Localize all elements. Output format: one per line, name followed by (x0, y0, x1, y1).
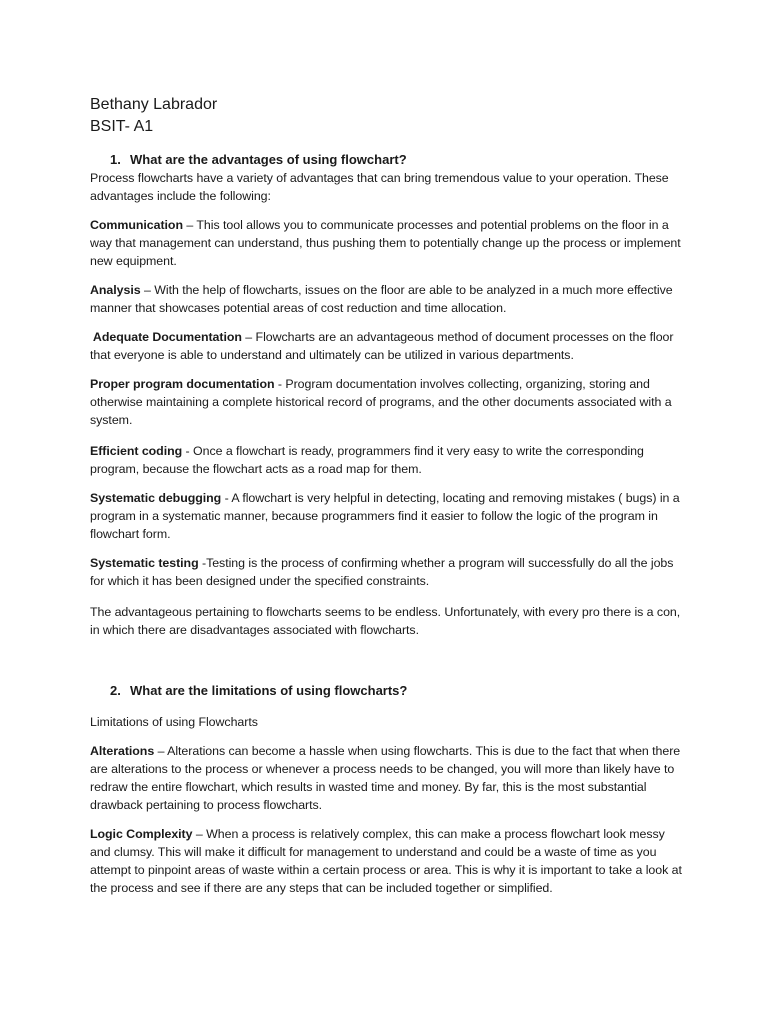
item-term: Proper program documentation (90, 377, 275, 391)
item-text: With the help of flowcharts, issues on the floor are able to be analyzed in a much more effective manner that showcases potential areas of cost reduction and time allocation. (90, 283, 673, 315)
item-term: Logic Complexity (90, 827, 193, 841)
item-term: Systematic debugging (90, 491, 222, 505)
q2-subtitle: Limitations of using Flowcharts (90, 715, 258, 729)
item-text: Flowcharts are an advantageous method of document processes on the floor that everyone is able to understand and ultimately can be utilized in various departments. (90, 330, 674, 362)
item-separator: - (221, 491, 232, 505)
item-text: Program documentation involves collecting, organizing, storing and otherwise maintaining a complete historical record of programs, and the other documents associated with a system. (90, 377, 672, 427)
item-text: Alterations can become a hassle when using flowcharts. This is due to the fact that when there are alterations to the process or whenever a process needs to be changed, you will more than likely have to redraw the entire flowchart, which results in wasted time and money. By far, this is the most substantial drawback pertaining to process flowcharts. (90, 744, 681, 812)
item-separator: - (182, 444, 194, 458)
item-text: This tool allows you to communicate processes and potential problems on the floor in a way that management can understand, thus pushing them to potentially change up the process or implement new equipment. (90, 218, 681, 268)
question-1-heading (90, 151, 682, 169)
q1-closing-paragraph: The advantageous pertaining to flowcharts seems to be endless. Unfortunately, with every pro there is a con, in which there are disadvantages associated with flowcharts. (90, 605, 681, 637)
question-2-title: What are the limitations of using flowcharts? (130, 683, 408, 698)
item-separator: – (241, 330, 256, 344)
item-term: Alterations (90, 744, 155, 758)
question-1-number: 1. (110, 152, 121, 167)
item-text: Once a flowchart is ready, programmers find it very easy to write the corresponding program, because the flowchart acts as a road map for them. (90, 444, 644, 476)
item-separator: – (192, 827, 207, 841)
item-term: Analysis (90, 283, 141, 297)
item-text: Testing is the process of confirming whether a program will successfully do all the jobs for which it has been designed under the specified constraints. (90, 556, 674, 588)
q1-item-analysis (90, 281, 682, 317)
q1-item-systematic-debugging (90, 489, 682, 543)
item-term: Efficient coding (90, 444, 183, 458)
item-text: When a process is relatively complex, this can make a process flowchart look messy and clumsy. This will make it difficult for management to understand and could be a waste of time as you attempt to pinpoint areas of waste within a certain process or area. This is why it is important to take a look at the process and see if there are any steps that can be included together or simplified. (90, 827, 682, 895)
question-1-title: What are the advantages of using flowchart? (130, 152, 407, 167)
item-separator: - (198, 556, 207, 570)
question-2-number: 2. (110, 683, 121, 698)
q1-item-systematic-testing (90, 554, 682, 590)
q1-item-proper-program-documentation (90, 375, 682, 429)
q1-item-communication (90, 216, 682, 270)
item-text: A flowchart is very helpful in detecting, locating and removing mistakes ( bugs) in a program in a systematic manner, because programmers find it easier to follow the logic of the program in flowchart form. (90, 491, 680, 541)
item-term: Adequate Documentation (90, 330, 242, 344)
item-separator: - (274, 377, 286, 391)
item-separator: – (182, 218, 197, 232)
q2-item-alterations (90, 742, 682, 814)
author-name: Bethany Labrador (90, 96, 218, 113)
item-term: Systematic testing (90, 556, 199, 570)
item-separator: – (140, 283, 155, 297)
item-separator: – (154, 744, 168, 758)
author-section: BSIT- A1 (90, 118, 154, 135)
q1-item-adequate-documentation (90, 328, 682, 364)
item-term: Communication (90, 218, 183, 232)
q1-intro-paragraph: Process flowcharts have a variety of advantages that can bring tremendous value to your operation. These advantages include the following: (90, 171, 669, 203)
q2-item-logic-complexity (90, 825, 682, 897)
q1-item-efficient-coding (90, 442, 682, 478)
question-2-heading (90, 682, 682, 700)
